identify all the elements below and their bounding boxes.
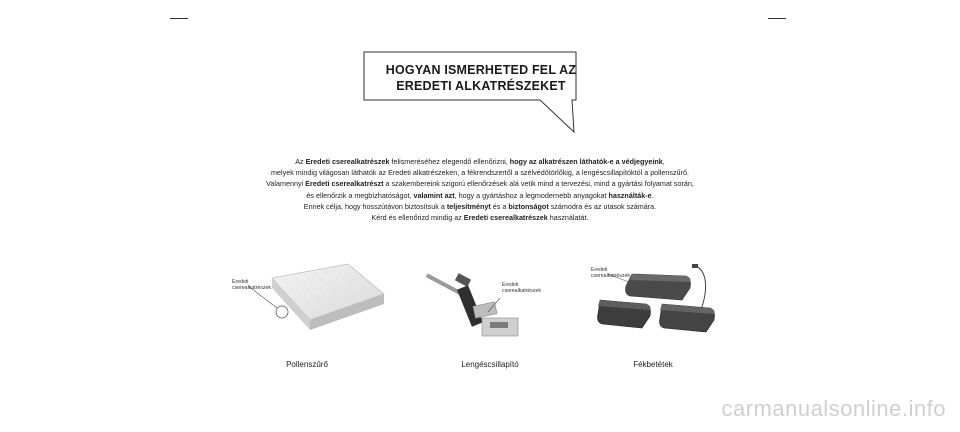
pollen-filter-callout <box>232 279 271 292</box>
bold-text: Eredeti cserealkatrészek <box>463 213 548 223</box>
bold-text: Eredeti cserealkatrészek <box>305 157 390 166</box>
intro-line-6 <box>150 212 810 223</box>
bold-text: hogy az alkatrészen láthatók-e a védjegyeink <box>509 157 663 166</box>
caption-pollen-filter: Pollenszűrő <box>286 360 328 369</box>
intro-line-2: melyek mindig világosan láthatók az Eredeti alkatrészeken, a fékrendszertől a szélvédőtörlőkig, a lengéscsillapítóktól a pollenszűrő. <box>271 168 689 178</box>
text: Ennek célja, hogy hosszútávon biztosítsuk a <box>303 201 447 211</box>
callout-line-2: cserealkatrészek <box>502 288 541 295</box>
text: számodra és az utasok számára. <box>548 201 657 211</box>
callout-line-1: Eredeti <box>591 267 608 273</box>
callout-line-2: cserealkatrészek <box>591 273 630 280</box>
text: , hogy a gyártáshoz a legmodernebb anyagokat <box>454 190 609 200</box>
bold-text: használták-e <box>608 190 652 200</box>
crop-mark-left <box>170 18 188 19</box>
heading <box>368 62 594 94</box>
caption-brake-pads: Fékbetétek <box>633 360 673 369</box>
text: használatát. <box>547 213 589 223</box>
bold-text: valamint azt <box>413 190 455 200</box>
text: . <box>651 190 654 200</box>
bold-text: biztonságot <box>508 201 549 211</box>
intro-line-4 <box>150 190 810 201</box>
text: , <box>662 157 665 166</box>
brake-pads-callout <box>591 267 630 280</box>
text: Valamennyi <box>266 179 306 189</box>
callout-line-1: Eredeti <box>502 282 519 288</box>
text: és ellenőrzik a megbízhatóságot, <box>306 190 414 200</box>
caption-shock-absorber: Lengéscsillapító <box>461 360 519 369</box>
text: a szakembereink szigorú ellenőrzések alá vetik mind a tervezési, mind a gyártási folyamat során, <box>383 179 694 189</box>
text: felismeréséhez elegendő ellenőrizni, <box>389 157 510 166</box>
bold-text: teljesítményt <box>446 201 491 211</box>
watermark: carmanualsonline.info <box>721 396 946 421</box>
text: Kérd és ellenőrizd mindig az <box>371 213 464 223</box>
intro-paragraph <box>150 156 810 223</box>
callout-line-1: Eredeti <box>232 279 249 285</box>
intro-line-5 <box>150 201 810 212</box>
text: és a <box>490 201 509 211</box>
callout-line-2: cserealkatrészek <box>232 285 271 292</box>
shock-absorber-callout <box>502 282 541 295</box>
intro-line-1 <box>150 156 810 167</box>
crop-mark-right <box>768 18 786 19</box>
bold-text: Eredeti cserealkatrészt <box>305 179 384 189</box>
text: Az <box>295 157 306 166</box>
heading-line-1: HOGYAN ISMERHETED FEL AZ <box>385 63 577 77</box>
pollen-filter-image <box>228 258 388 348</box>
shock-absorber-image <box>418 262 528 352</box>
heading-line-2: EREDETI ALKATRÉSZEKET <box>396 79 566 93</box>
intro-line-3 <box>150 178 810 189</box>
